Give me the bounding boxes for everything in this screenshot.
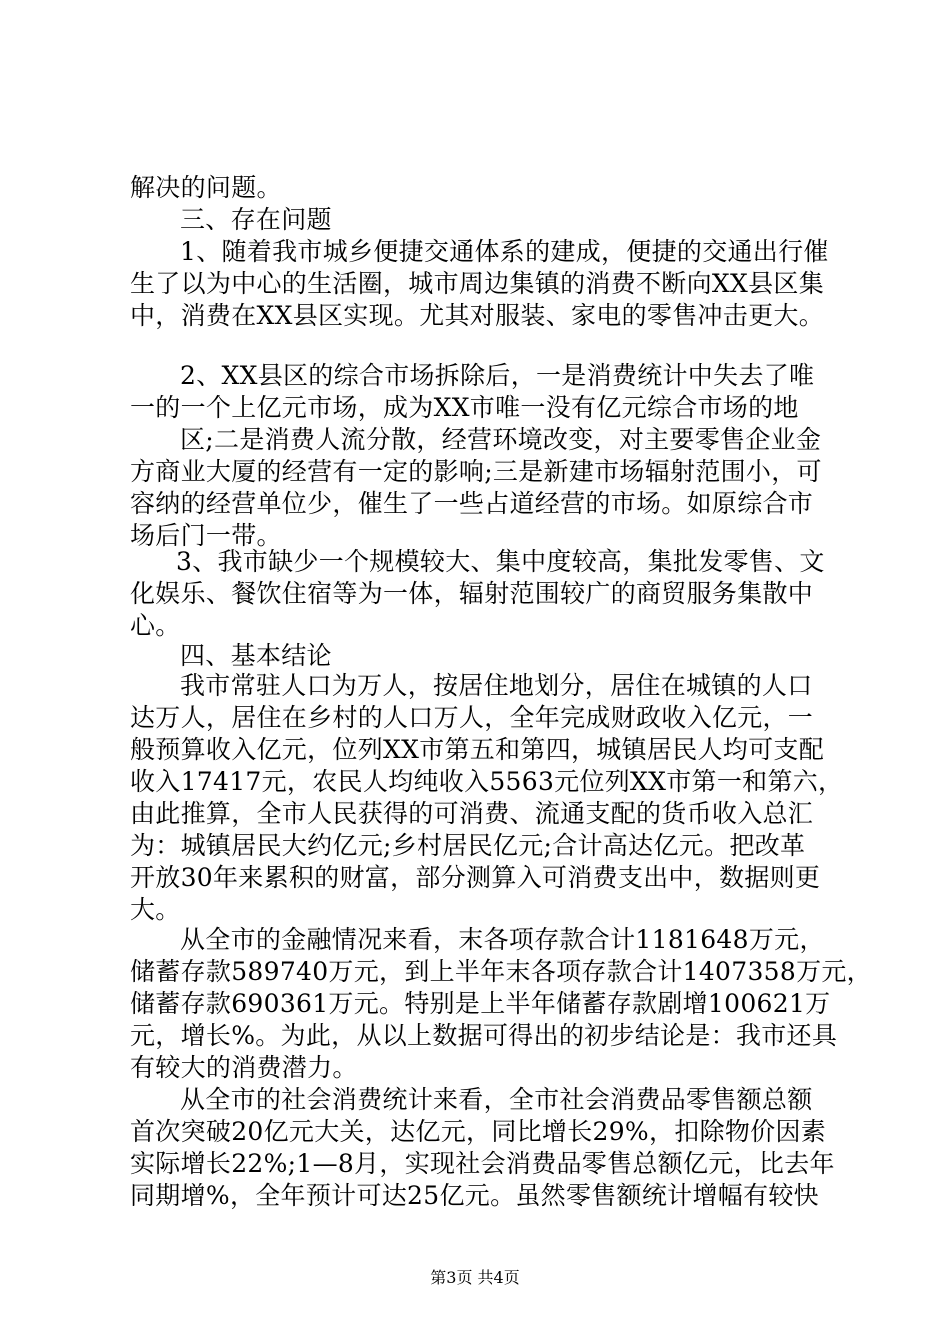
text-line: 从全市的金融情况来看，末各项存款合计1181648万元， [180, 925, 825, 954]
text-line: 大。 [130, 895, 181, 924]
text-line: 同期增%，全年预计可达25亿元。虽然零售额统计增幅有较快 [130, 1181, 819, 1210]
text-line: 首次突破20亿元大关，达亿元，同比增长29%，扣除物价因素 [130, 1117, 827, 1146]
text-line: 一的一个上亿元市场，成为XX市唯一没有亿元综合市场的地 [130, 393, 799, 422]
text-line: 区;二是消费人流分散，经营环境改变，对主要零售企业金 [180, 425, 822, 454]
text-line: 场后门一带。 [130, 521, 282, 550]
text-line: 达万人，居住在乡村的人口万人，全年完成财政收入亿元，一 [130, 703, 814, 732]
section-heading: 四、基本结论 [180, 641, 332, 670]
text-line: 元，增长%。为此，从以上数据可得出的初步结论是：我市还具 [130, 1021, 838, 1050]
text-line: 实际增长22%;1—8月，实现社会消费品零售总额亿元，比去年 [130, 1149, 835, 1178]
text-line: 开放30年来累积的财富，部分测算入可消费支出中，数据则更 [130, 863, 821, 892]
text-line: 1、随着我市城乡便捷交通体系的建成，便捷的交通出行催 [180, 237, 829, 266]
text-line: 由此推算，全市人民获得的可消费、流通支配的货币收入总汇 [130, 799, 814, 828]
text-line: 从全市的社会消费统计来看，全市社会消费品零售额总额 [180, 1085, 813, 1114]
text-line: 心。 [130, 611, 181, 640]
section-heading: 三、存在问题 [180, 205, 332, 234]
text-line: 为：城镇居民大约亿元;乡村居民亿元;合计高达亿元。把改革 [130, 831, 806, 860]
text-line: 储蓄存款690361万元。特别是上半年储蓄存款剧增100621万 [130, 989, 831, 1018]
text-line: 生了以为中心的生活圈，城市周边集镇的消费不断向XX县区集 [130, 269, 824, 298]
text-line: 般预算收入亿元，位列XX市第五和第四，城镇居民人均可支配 [130, 735, 824, 764]
text-line: 收入17417元，农民人均纯收入5563元位列XX市第一和第六， [130, 767, 844, 796]
text-line: 解决的问题。 [130, 173, 282, 202]
text-line: 方商业大厦的经营有一定的影响;三是新建市场辐射范围小，可 [130, 457, 822, 486]
text-line: 2、XX县区的综合市场拆除后，一是消费统计中失去了唯 [180, 361, 815, 390]
text-line: 储蓄存款589740万元，到上半年末各项存款合计1407358万元， [130, 957, 872, 986]
text-line: 有较大的消费潜力。 [130, 1053, 358, 1082]
text-line: 化娱乐、餐饮住宿等为一体，辐射范围较广的商贸服务集散中 [130, 579, 814, 608]
page-footer: 第3页 共4页 [430, 1268, 520, 1287]
text-line: 3、我市缺少一个规模较大、集中度较高，集批发零售、文 [176, 547, 825, 576]
text-line: 中，消费在XX县区实现。尤其对服装、家电的零售冲击更大。 [130, 301, 824, 330]
text-line: 我市常驻人口为万人，按居住地划分，居住在城镇的人口 [180, 671, 813, 700]
text-line: 容纳的经营单位少，催生了一些占道经营的市场。如原综合市 [130, 489, 814, 518]
